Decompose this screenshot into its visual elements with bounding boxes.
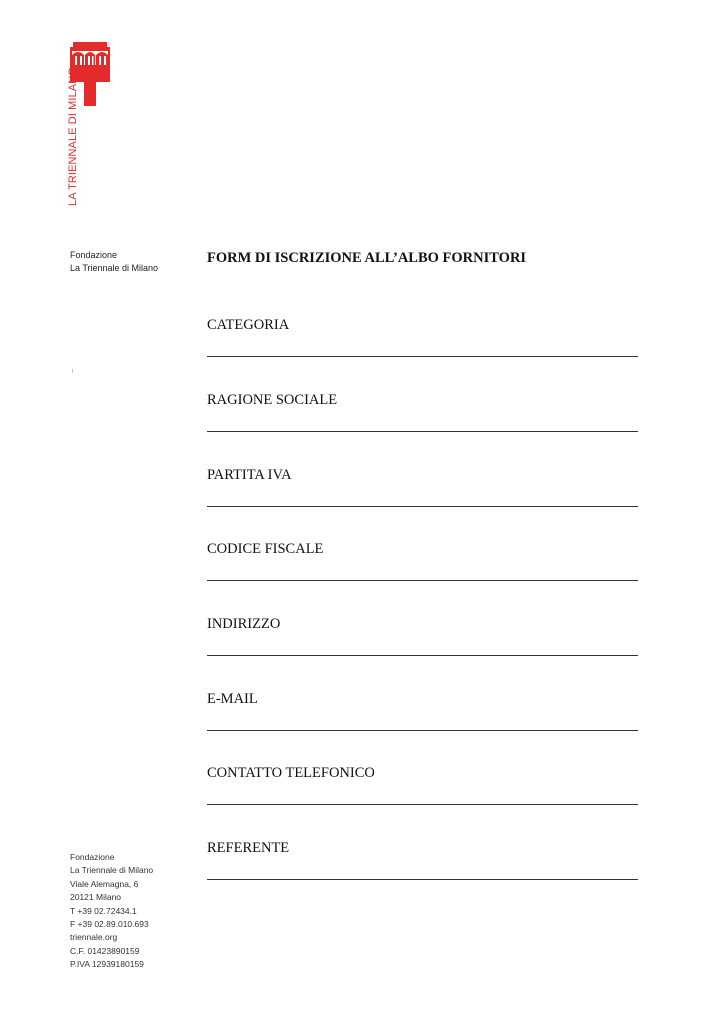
- field-underline[interactable]: [207, 506, 638, 507]
- field-underline[interactable]: [207, 730, 638, 731]
- brand-vertical-text: LA TRIENNALE DI MILANO: [67, 67, 79, 206]
- field-codice-fiscale[interactable]: [207, 541, 638, 591]
- field-label: CATEGORIA: [207, 317, 290, 333]
- field-email[interactable]: [207, 691, 638, 741]
- footer-line: T +39 02.72434.1: [70, 905, 137, 916]
- field-label: CONTATTO TELEFONICO: [207, 765, 375, 781]
- field-underline[interactable]: [207, 804, 638, 805]
- footer-line: 20121 Milano: [70, 892, 122, 903]
- field-underline[interactable]: [207, 356, 638, 357]
- field-contatto-telefonico[interactable]: [207, 765, 638, 815]
- footer-line: C.F. 01423890159: [70, 945, 140, 956]
- org-line-1: Fondazione: [70, 250, 118, 260]
- field-indirizzo[interactable]: [207, 616, 638, 666]
- field-label: RAGIONE SOCIALE: [207, 392, 338, 408]
- org-header: [70, 249, 158, 275]
- footer-website: triennale.org: [70, 932, 118, 943]
- field-label: CODICE FISCALE: [207, 541, 324, 557]
- field-underline[interactable]: [207, 655, 638, 656]
- footer-line: F +39 02.89.010.693: [70, 919, 149, 930]
- field-underline[interactable]: [207, 879, 638, 880]
- org-line-2: La Triennale di Milano: [70, 263, 159, 273]
- field-label: INDIRIZZO: [207, 616, 281, 632]
- field-label: PARTITA IVA: [207, 467, 292, 483]
- field-underline[interactable]: [207, 431, 638, 432]
- field-partita-iva[interactable]: [207, 467, 638, 517]
- footer-line: P.IVA 12939180159: [70, 959, 144, 970]
- footer-line: La Triennale di Milano: [70, 865, 154, 876]
- form-title: FORM DI ISCRIZIONE ALL’ALBO FORNITORI: [207, 250, 527, 266]
- margin-mark: [72, 369, 73, 373]
- field-label: E-MAIL: [207, 691, 258, 707]
- field-ragione-sociale[interactable]: [207, 392, 638, 442]
- field-categoria[interactable]: [207, 317, 638, 367]
- footer-line: Viale Alemagna, 6: [70, 878, 139, 889]
- field-label: REFERENTE: [207, 840, 290, 856]
- footer-line: Fondazione: [70, 852, 115, 862]
- field-referente[interactable]: [207, 840, 638, 890]
- footer-address: [70, 851, 153, 972]
- field-underline[interactable]: [207, 580, 638, 581]
